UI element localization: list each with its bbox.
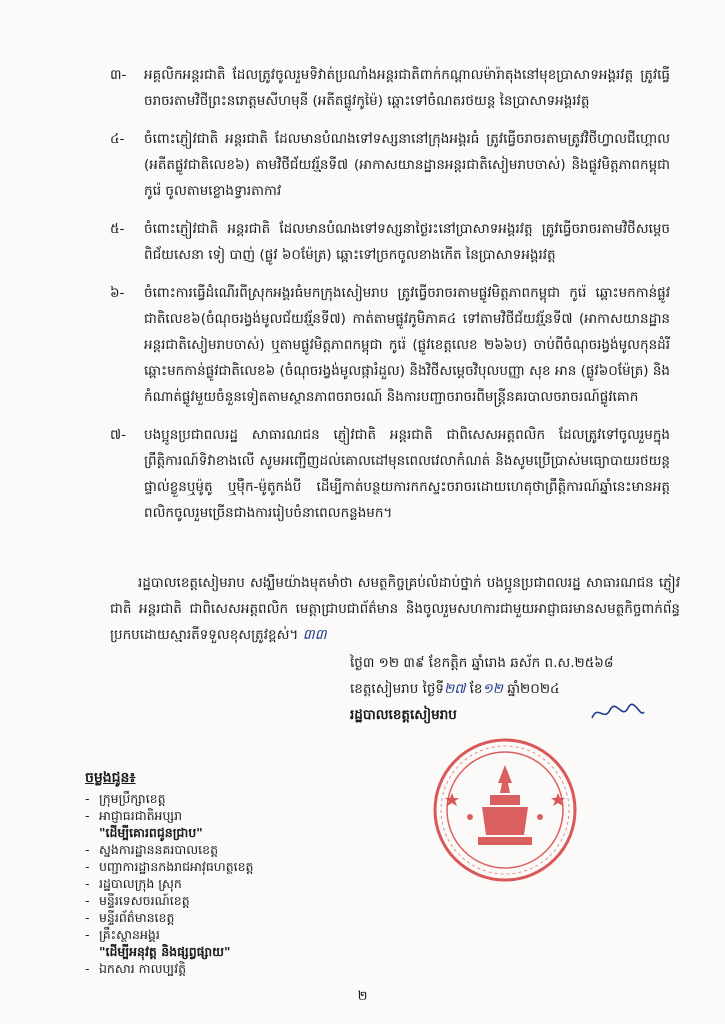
- item-text: ចំពោះការធ្វើដំណើរពីស្រុកអង្គរធំមកក្រុងសៀមរាប ត្រូវធ្វើចរាចរតាមផ្លូវមិត្តភាពកម្ពុជា កូរ៉េ ឆ្ពោះមកកាន់ផ្លូវជាតិលេខ៦(ចំណុចរង្វង់មូលជ័យវរ្ម័នទី៧) កាត់តាមផ្លូវភូមិភាគ៤ ទៅតាមវិថីជ័យវរ្ម័នទី៧ (អាកាសយានដ្ឋានអន្តរជាតិសៀមរាបចាស់) ឬតាមផ្លូវមិត្តភាពកម្ពុជា កូរ៉េ (ផ្លូវខេត្តលេខ ២៦៦ប) ចាប់ពីចំណុចរង្វង់មូលកុនដំរី ឆ្ពោះមកកាន់ផ្លូវជាតិលេខ៦ (ចំណុចរង្វង់មូលផ្ការំដួល) និងវិថីសម្តេចវិបុលបញ្ញា សុខ អាន (ផ្លូវ៦០ម៉ែត្រ) និងកំណាត់ផ្លូវមួយចំនួនទៀតតាមស្ថានភាពចរាចរណ៍ និងការបញ្ជាចរាចរពីមន្ត្រីនគរបាលចរាចរណ៍ផ្លូវគោក: [144, 285, 670, 405]
- list-item: - រដ្ឋបាលក្រុង ស្រុក: [85, 876, 182, 891]
- list-item: [110, 62, 670, 114]
- closing-paragraph: [110, 570, 680, 648]
- handwritten-initials: ៣៣: [302, 627, 327, 643]
- lunar-date: ថ្ងៃ៣ ១២ ៣៩ ខែកត្តិក ឆ្នាំរោង ឆស័ក ព.ស.២៥៦៨: [350, 655, 614, 671]
- list-item: - អាជ្ញាធរជាតិអប្សរា "ដើម្បីគោរពជូនជ្រាប": [85, 808, 203, 840]
- item-number: ៤-: [110, 131, 125, 147]
- list-item: - បញ្ជាការដ្ឋានកងរាជអាវុធហត្ថខេត្ត: [85, 859, 254, 874]
- list-item: - ក្រុមប្រឹក្សាខេត្ត: [85, 791, 166, 806]
- handwritten-month: ១២: [482, 681, 503, 697]
- item-number: ៧-: [110, 427, 126, 443]
- item-number: ៣-: [110, 67, 127, 83]
- solar-date: ខេត្តសៀមរាប ថ្ងៃទី២៧ ខែ១២ ឆ្នាំ២០២៤: [350, 681, 560, 697]
- item-text: ចំពោះភ្ញៀវជាតិ អន្តរជាតិ ដែលមានបំណងទៅទស្សនានៅក្រុងអង្គរធំ ត្រូវធ្វើចរាចរតាមត្រូវវិថីហ្វាលជីហ្គោល (អតីតផ្លូវជាតិលេខ៦) តាមវិថីជ័យវរ្ម័នទី៧ (អាកាសយានដ្ឋានអន្តរជាតិសៀមរាបចាស់) និងផ្លូវមិត្តភាពកម្ពុជា កូរ៉េ ចូលតាមខ្លោងទ្វារតាកាវ: [144, 131, 670, 199]
- recipient-note: "ដើម្បីគោរពជូនជ្រាប": [99, 825, 203, 840]
- item-text: អគ្គលិកអន្តរជាតិ ដែលត្រូវចូលរួមទិវាត់ប្រណាំងអន្តរជាតិពាក់កណ្តាលម៉ារ៉ាតុងនៅមុខប្រាសាទអង្គរវត្ត ត្រូវធ្វើចរាចរតាមវិថីព្រះនរោត្តមសីហមុនី (អតីតផ្លូវកូម៉ៃ) ឆ្ពោះទៅចំណតរថយន្ត នៃប្រាសាទអង្គរវត្ត: [144, 67, 670, 109]
- list-item: [110, 280, 670, 410]
- list-item: [110, 216, 670, 268]
- list-item: - ឯកសារ កាលប្បវត្តិ: [85, 961, 187, 976]
- item-number: ៦-: [110, 285, 125, 301]
- list-item: - មន្ទីរទេសចរណ៍ខេត្ត: [85, 893, 190, 908]
- item-text: ចំពោះភ្ញៀវជាតិ អន្តរជាតិ ដែលមានបំណងទៅទស្សនាថ្ងៃរះនៅប្រាសាទអង្គរវត្ត ត្រូវធ្វើចរាចរតាមវិថីសម្តេចពិជ័យសេនា ទៀ បាញ់ (ផ្លូវ ៦០ម៉ែត្រ) ឆ្ពោះទៅច្រកចូលខាងកើត នៃប្រាសាទអង្គរវត្ត: [144, 221, 670, 263]
- instruction-list: [110, 62, 670, 538]
- recipient-list: [85, 790, 385, 977]
- official-seal-icon: [430, 735, 580, 885]
- copy-to-section: [85, 768, 385, 977]
- page-number: ២: [357, 989, 368, 1004]
- list-item: [110, 422, 670, 526]
- signature-icon: [588, 700, 648, 726]
- list-item: [110, 126, 670, 204]
- closing-text: រដ្ឋបាលខេត្តសៀមរាប សង្ឃឹមយ៉ាងមុតមាំថា សមត្ថកិច្ចគ្រប់លំដាប់ថ្នាក់ បងប្អូនប្រជាពលរដ្ឋ សាធារណជន ភ្ញៀវជាតិ អន្តរជាតិ ជាពិសេសអត្តពលិក មេត្តាជ្រាបជាព័ត៌មាន និងចូលរួមសហការជាមួយអាជ្ញាធរមានសមត្ថកិច្ចពាក់ព័ន្ធប្រកបដោយស្មារតីទទួលខុសត្រូវខ្ពស់។: [110, 575, 680, 643]
- item-number: ៥-: [110, 221, 125, 237]
- item-text: បងប្អូនប្រជាពលរដ្ឋ សាធារណជន ភ្ញៀវជាតិ អន្តរជាតិ ជាពិសេសអត្តពលិក ដែលត្រូវទៅចូលរួមក្នុងព្រឹត្តិការណ៍ទិវាខាងលើ សូមអញ្ជើញដល់គោលដៅមុនពេលវេលាកំណត់ និងសូមប្រើប្រាស់មធ្យោបាយរថយន្តផ្ទាល់ខ្លួនឬម៉ូតូ ឬម៉ឺក-ម៉ូតូកង់បី ដើម្បីកាត់បន្ថយការកកស្ទះចរាចរដោយហេតុថាព្រឹត្តិការណ៍ឆ្នាំនេះមានអត្តពលិកចូលរួមច្រើនជាងការរៀបចំនាពេលកន្លងមក។: [144, 427, 670, 521]
- handwritten-day: ២៧: [444, 681, 466, 697]
- recipient-note: "ដើម្បីអនុវត្ត និងផ្សព្វផ្សាយ": [99, 944, 231, 959]
- signer-title: រដ្ឋបាលខេត្តសៀមរាប: [350, 707, 457, 723]
- list-item: - ស្នងការដ្ឋាននគរបាលខេត្ត: [85, 842, 219, 857]
- list-item: - មន្ទីរព័ត៌មានខេត្ត: [85, 910, 175, 925]
- list-item: - គ្រឹះស្ថានអង្គរ "ដើម្បីអនុវត្ត និងផ្សព្វផ្សាយ": [85, 927, 231, 959]
- copy-to-title: ចម្លងជូន៖: [85, 770, 136, 786]
